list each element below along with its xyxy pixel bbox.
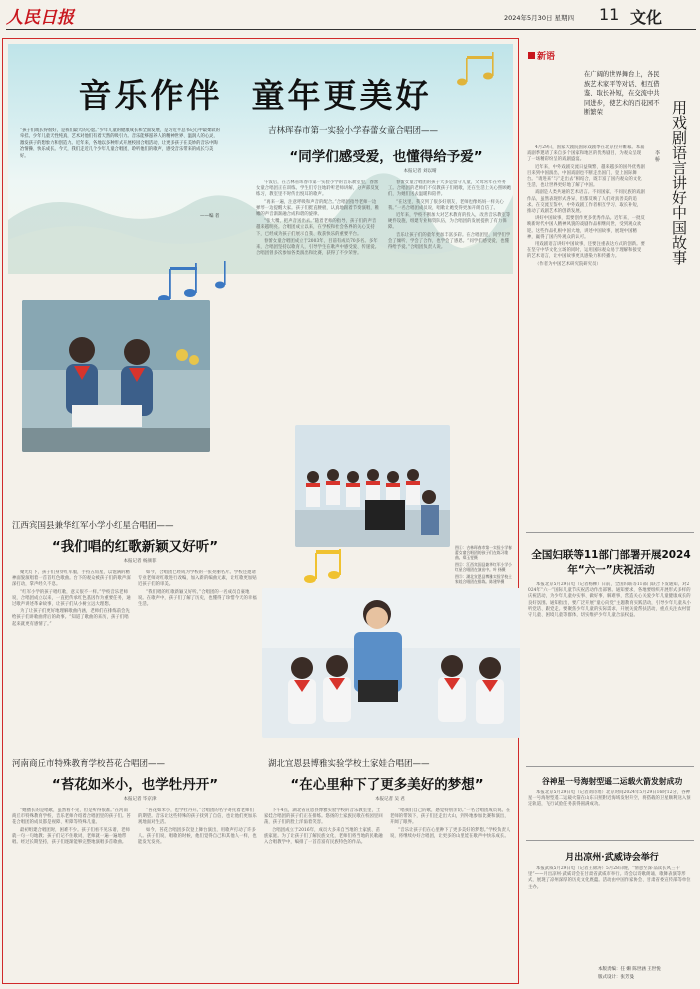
paragraph: 戏剧是人类共通的艺术语言。不同国家、不同民族的戏剧作品，虽然表现形式各异，但都反映了人们对真善美的追求。在交流互鉴中，中外戏剧工作者相互学习、取长补短，推动了戏剧艺术的创新发展。 <box>527 190 645 215</box>
news1-headline: 全国妇联等11部门部署开展2024年“六一”庆祝活动 <box>531 549 691 576</box>
paragraph: 音乐让孩子们的童年更加丰富多彩。在合唱团里，同学们学会了倾听、学会了合作，也学会了感恩。“同学们感受爱，也懂得给予爱。”合唱团负责人说。 <box>388 232 511 251</box>
article2-body-col2 <box>138 570 258 748</box>
photo-girls-singing <box>22 300 210 452</box>
intro-body: “孩子们或长得很好，是我们最大的心愿。”少年儿童的健康成长和全面发展，是习近平总书记心中最柔软的牵挂。少年儿童天性纯真，艺术对他们有着天然的吸引力。音乐能够滋养人的精神世界、温润人的心灵，激发孩子的想象力和创造力。近年来，各地以多种形式开展校园合唱活动，让更多孩子在美妙的音乐中陶冶情操、快乐成长。今天，我们走近几个少年儿童合唱团，聆听他们的歌声，感受音乐带来的成长与美好。 <box>20 128 220 159</box>
yellow-note-icon <box>300 545 350 590</box>
paragraph: 近年来，中外戏剧交流日益频繁，越来越多的国外优秀剧目来到中国演出，中国戏剧也不断走出国门，登上国际舞台。“请进来”与“走出去”相结合，既丰富了国内观众的文化生活，也让世界更好地了解了中国。 <box>527 164 645 189</box>
news2-headline: 谷神星一号海射型遥二运载火箭发射成功 <box>541 777 683 786</box>
paragraph: 如今，合唱团已经成为学校的一张亮丽名片。学校还邀请专业老师对红歌进行改编，加入新的编曲元素，让红歌更加贴近孩子们的审美。 <box>138 570 257 588</box>
news1-body: 本报北京5月29日电（记者杨柳）日前，全国妇联等11部门联合下发通知，对2024年“六一”国际儿童节庆祝活动作出部署。通知要求，各地要组织开展形式多样的庆祝活动，为少年儿童办实事、做好事、解难事，营造关心关爱少年儿童健康成长的良好氛围。通知指出，要广泛开展“童心向党”主题教育实践活动，引导少年儿童从小听党话、跟党走。要聚焦少年儿童的实际需求，开展关爱帮扶活动，重点关注农村留守儿童、困境儿童等群体，切实维护少年儿童合法权益。 <box>528 582 691 619</box>
article1-byline: 本报记者 刘以晴 <box>403 169 437 174</box>
paragraph: 午饭后，在吉林省珲春市第一实验小学的音乐教室里，春蕾女童合唱团正在训练。学生们专注地聆听老师讲解，分声部反复练习，教室里不时传出悦耳的歌声。 <box>256 180 380 198</box>
editors-line: 本版责编：任 姗 陈世涵 王世悦 <box>598 967 661 972</box>
paragraph: 如今，苔花合唱团多次登上舞台演出，用歌声打动了许多人。孩子们说，唱歌的时候，他们觉得自己和其他人一样，也能发光发亮。 <box>138 827 257 846</box>
article3-subtitle: 河南商丘市特殊教育学校苔花合唱团—— <box>12 759 166 769</box>
section-name: 文化 <box>630 8 663 27</box>
paragraph: “唱我们自己的歌，感觉特别亲切。”一名合唱团成员说。在老师的带领下，孩子们还走出大山，到外地参加比赛和演出，开阔了眼界。 <box>390 808 511 826</box>
paragraph: “她擅长的是唱歌，虽然看不见，但是听得很准。”在河南商丘市特殊教育学校，音乐老师介绍着合唱团里的孩子们。苔花合唱团的成员都是视障、听障等特殊儿童。 <box>12 808 131 826</box>
paragraph: 最初组建合唱团时，困难不少。孩子们看不见乐谱，老师就一句一句地教；孩子们记不住歌词，老师就一遍一遍地带唱。经过长期坚持，孩子们逐渐能够完整地演唱多首歌曲。 <box>12 827 130 846</box>
intro-sign: ——编 者 <box>200 214 220 219</box>
article1-body-col2 <box>388 180 512 362</box>
article2-headline: “我们唱的红歌新颖又好听” <box>51 539 219 555</box>
article1-headline: “同学们感受爱，也懂得给予爱” <box>289 149 483 165</box>
paragraph: “在这里，我交到了很多好朋友，老师也像妈妈一样关心我。”一名合唱团成员说，唱歌让她变得更加开朗自信了。 <box>388 199 504 211</box>
paragraph: “再来一遍，注意呼吸和声音的配合。”合唱团指导老师一边弹琴一边提醒大家。孩子们挺直腰板，认真地跟着节奏演唱，稚嫩的声音渐渐融合成和谐的旋律。 <box>256 199 380 218</box>
article3-byline: 本报记者 毕京津 <box>123 797 157 802</box>
news2-body: 本报北京5月29日电（记者刘诗瑶）北京时间2024年5月29日16时12分，谷神星一号海射型遥二运载火箭在山东日照附近海域发射升空，将搭载的卫星顺利送入预定轨道，飞行试验任务获得圆满成功。 <box>528 790 691 808</box>
paragraph: （作者为中国艺术研究院研究员） <box>535 261 601 267</box>
article3-body-col1 <box>12 808 132 978</box>
opinion-author: 李 桥 <box>654 150 660 162</box>
paragraph: “我们唱的红歌新颖又好听。”合唱团的一名成员自豪地说。在歌声中，孩子们了解了历史，也懂得了珍惜今天的幸福生活。 <box>138 589 257 608</box>
paragraph: “音乐让孩子们在心里种下了更多美好的梦想。”学校负责人说，将继续办好合唱团，让更多的山里娃在歌声中快乐成长。 <box>390 827 511 839</box>
article4-body-col2 <box>390 808 512 978</box>
article3-headline: “苔花如米小，也学牡丹开” <box>51 777 219 793</box>
masthead-rule <box>6 29 696 30</box>
news3-headline: 月出凉州·武威诗会举行 <box>565 853 659 863</box>
article1-subtitle: 吉林珲春市第一实验小学春蕾女童合唱团—— <box>268 126 439 136</box>
kicker-bullet <box>528 52 535 59</box>
paragraph: 近年来，学校不断加大对艺术教育的投入，改善音乐教室等硬件设施，组建专业师资队伍，为合唱团的发展提供了有力保障。 <box>388 213 511 231</box>
article4-body-col1 <box>264 808 384 978</box>
photo-captions <box>455 545 515 584</box>
issue-date: 2024年5月30日 星期四 <box>504 14 575 22</box>
paragraph: 春蕾女童合唱团的孩子大多是留守儿童，父母常年在外务工。合唱团的老师们不仅教孩子们唱歌，还在生活上关心照顾她们，为她们送去温暖和陪伴。 <box>388 180 512 198</box>
kicker-label: 新语 <box>537 52 556 62</box>
caption-3: 图③：湖北宣恩县博雅实验学校土家娃合唱团在排练。陈建华摄 <box>455 574 512 584</box>
pull-quote: 在广阔的世界舞台上，各民族艺术家平等对话、相互借鉴、取长补短，在交流中共同进步，使艺术的百花园不断繁荣 <box>584 71 660 116</box>
paragraph: “苔花如米小，也学牡丹开。”合唱团的名字寄托着老师们的期望。音乐让这些特殊的孩子找到了自信，也让他们更加乐观地面对生活。 <box>138 808 257 826</box>
article1-body-col1 <box>256 180 380 362</box>
right-rule-1 <box>526 532 694 533</box>
caption-2: 图②：江西宾国县兼华红军小学小红星合唱团在演出中。叶 扬摄 <box>455 562 512 572</box>
article2-byline: 本报记者 杨颜菲 <box>123 559 157 564</box>
photo-teacher-with-students <box>262 588 520 738</box>
paragraph: 为了让孩子们更好地理解歌曲内涵，老师们在排练前会先给孩子们讲歌曲背后的故事。“知道了歌曲的来历，孩子们唱起来就更有感情了。” <box>12 609 130 627</box>
article4-subtitle: 湖北宜恩县博雅实验学校土家娃合唱团—— <box>268 759 430 769</box>
intro-text <box>20 128 220 208</box>
masthead <box>6 3 696 33</box>
article2-body-col1 <box>12 570 132 748</box>
right-rule-3 <box>526 840 694 841</box>
paragraph: 合唱团成立于2016年，成员大多来自当地的土家族、苗族家庭。为了让孩子们了解民族文化，老师们将当地的民歌融入合唱教学中，编排了一首首富有民族特色的作品。 <box>264 827 383 846</box>
paragraph: 4月29日，国家大剧院国际戏剧季在北京拉开帷幕。本届戏剧季邀请了来自多个国家和地区的优秀剧目，为观众呈现了一场精彩纷呈的戏剧盛宴。 <box>527 145 645 163</box>
paragraph: “张大嘴，把声音送出去。”随着老师的指导，孩子们的声音越来越明亮。合唱团成立以来，在学校和社会各界的关心支持下，已经成为孩子们展示自我、收获快乐的重要平台。 <box>256 219 377 237</box>
paragraph: “红军小学的孩子唱红歌，意义很不一样。”学校音乐老师说，合唱团成立以来，一直把传承红色基因作为重要任务，通过歌声讲述革命故事，让孩子们从小树立远大理想。 <box>12 589 131 608</box>
opinion-headline: 用戏剧语言讲好中国故事 <box>670 100 688 265</box>
caption-1: 图①：吉林珲春市第一实验小学春蕾女童合唱团的孩子们在练习歌曲。郑玉雯摄 <box>455 545 512 560</box>
right-rule-2 <box>526 766 694 767</box>
opinion-body <box>527 145 645 525</box>
news3-body: 本报武威5月29日电（记者王锦涛）5月28日晚，“情意至深·品读长风三千里”——月出凉州·武威诗会在甘肃省武威市举行。诗会以诗歌朗诵、歌舞表演等形式，展现了凉州深厚的历史文化底蕴。活动由中国作家协会、甘肃省委宣传部等单位主办。 <box>528 866 691 890</box>
article4-byline: 本报记者 吴 君 <box>375 797 405 802</box>
article3-body-col2 <box>138 808 258 978</box>
article4-headline: “在心里种下了更多美好的梦想” <box>290 777 484 793</box>
article2-subtitle: 江西宾国县兼华红军小学小红星合唱团—— <box>12 521 174 531</box>
paragraph: 讲好中国故事，需要创作更多优秀作品。近年来，一批反映新时代中国人精神风貌的戏剧作品相继问世，受到观众欢迎。这些作品扎根中国大地，讲述中国故事，展现中国精神，赢得了国内外观众的认可。 <box>527 216 645 240</box>
paper-name: 人民日报 <box>6 8 74 28</box>
paragraph: 聚光灯下，孩子们身穿红军服，手持五角星，以饱满的精神面貌演唱着一首首红色歌曲。台下的观众被孩子们的歌声深深打动，掌声经久不息。 <box>12 570 131 588</box>
banner-title: 音乐作伴 童年更美好 <box>78 76 432 115</box>
page-number: 11 <box>599 5 620 24</box>
paragraph: 下午4点，湖北省宣恩县博雅实验学校的音乐教室里，土家娃合唱团的孩子们正在排练。悠扬的土家族民歌在校园里回荡，孩子们的脸上洋溢着笑容。 <box>264 808 383 826</box>
paragraph: 春蕾女童合唱团成立于2003年，目前有成员70多名。多年来，合唱团坚持以歌育人，引导学生在歌声中感受爱、传递爱。合唱团曾多次参加各类演出和比赛，获得了不少荣誉。 <box>256 238 380 257</box>
photo-choir-performance <box>295 425 450 547</box>
paragraph: 用戏剧语言讲好中国故事，还要注重表达方式的创新。要在坚守中华文化立场的同时，运用国际观众易于理解和接受的艺术语言，让中国故事更具感染力和传播力。 <box>527 242 645 260</box>
layout-designer-line: 版式设计：张芳曼 <box>598 975 634 980</box>
